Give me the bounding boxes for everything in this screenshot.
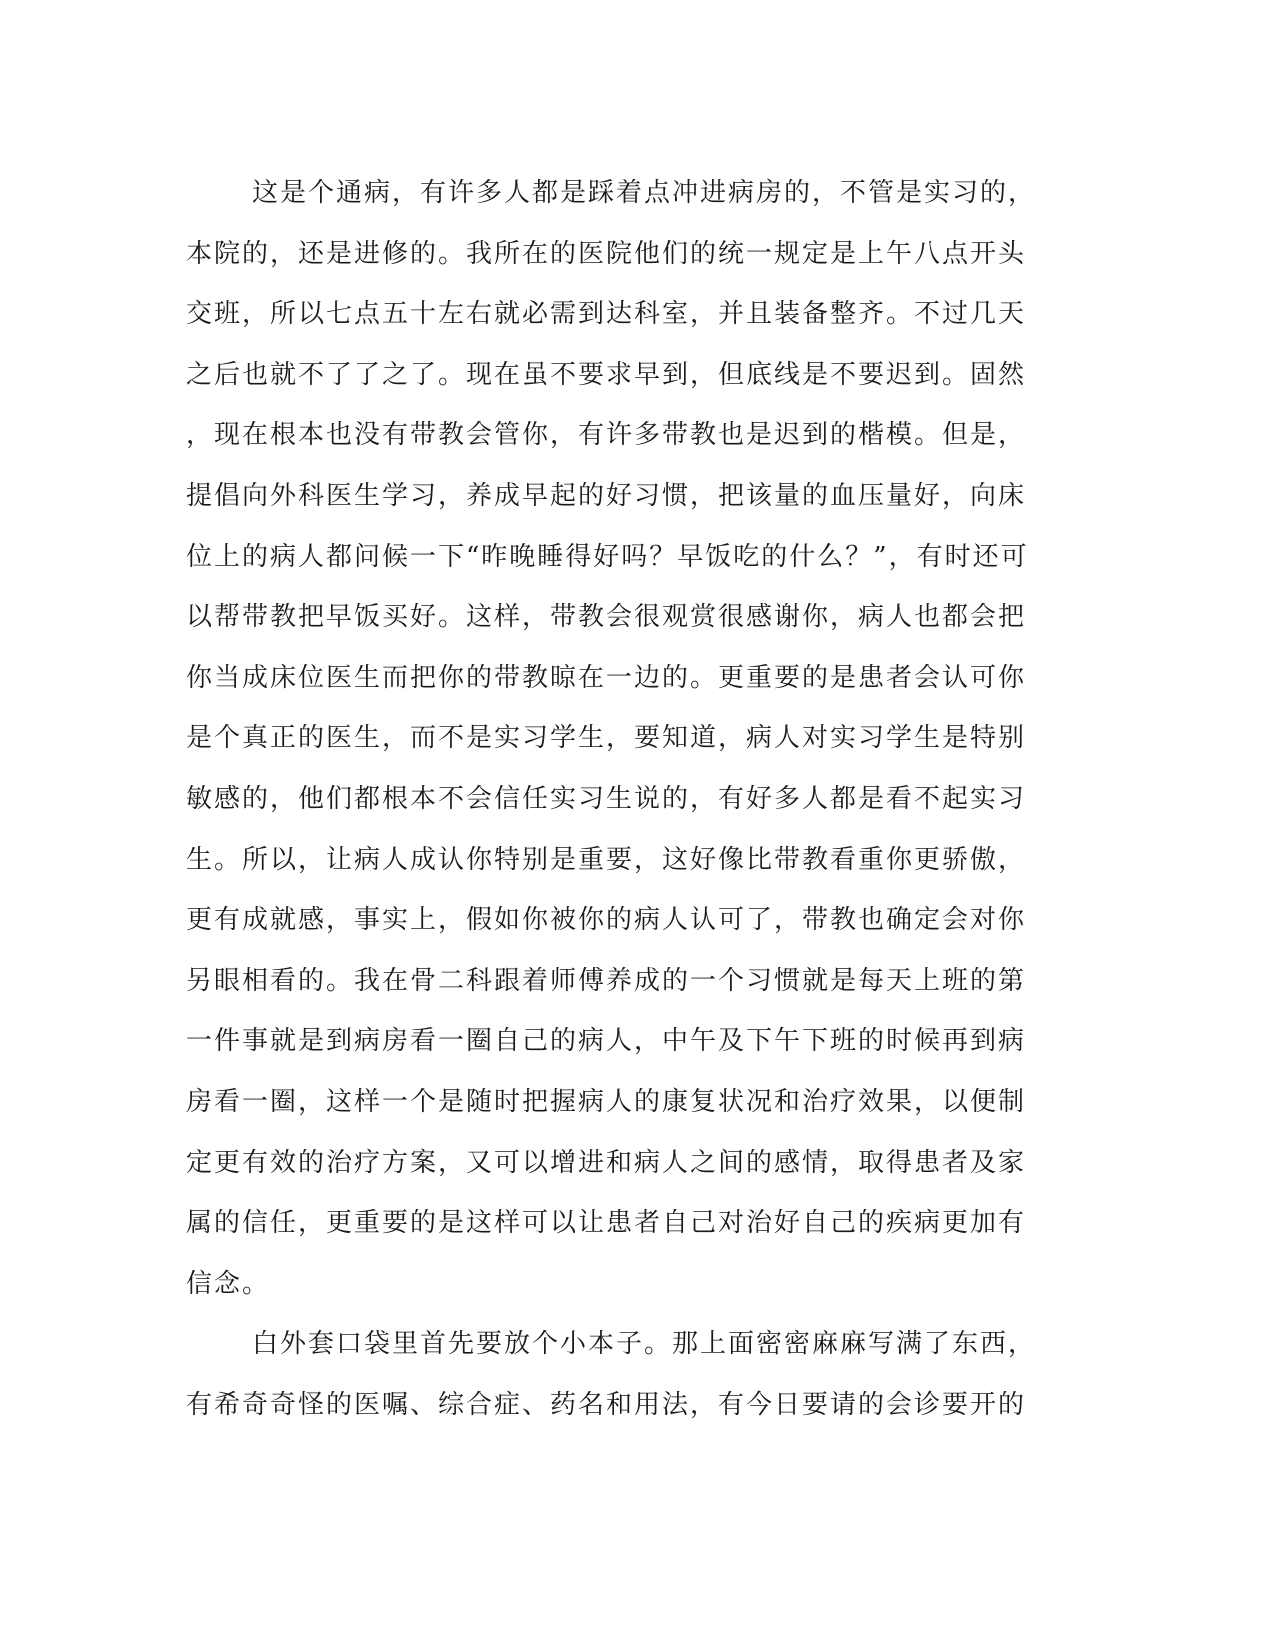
- text-line: 定更有效的治疗方案，又可以增进和病人之间的感情，取得患者及家: [186, 1147, 1027, 1178]
- text-line: 这是个通病，有许多人都是踩着点冲进病房的，不管是实习的，: [252, 178, 1037, 208]
- text-line: 房看一圈，这样一个是随时把握病人的康复状况和治疗效果，以便制: [186, 1086, 1027, 1117]
- text-line: 有希奇奇怪的医嘱、综合症、药名和用法，有今日要请的会诊要开的: [186, 1389, 1027, 1420]
- document-body: [186, 163, 1046, 1435]
- text-line: 你当成床位医生而把你的带教晾在一边的。更重要的是患者会认可你: [186, 662, 1027, 693]
- paragraph: [186, 1314, 1046, 1435]
- text-line: 另眼相看的。我在骨二科跟着师傅养成的一个习惯就是每天上班的第: [186, 965, 1027, 996]
- text-line: 本院的，还是进修的。我所在的医院他们的统一规定是上午八点开头: [186, 238, 1027, 269]
- text-line: 提倡向外科医生学习，养成早起的好习惯，把该量的血压量好，向床: [186, 480, 1027, 511]
- text-line: 之后也就不了了之了。现在虽不要求早到，但底线是不要迟到。固然: [186, 359, 1027, 390]
- text-line: 位上的病人都问候一下“昨晚睡得好吗？早饭吃的什么？”，有时还可: [186, 541, 1029, 572]
- text-line: 敏感的，他们都根本不会信任实习生说的，有好多人都是看不起实习: [186, 783, 1027, 814]
- paragraph: [186, 163, 1046, 1314]
- text-line: 生。所以，让病人成认你特别是重要，这好像比带教看重你更骄傲，: [186, 844, 1027, 875]
- text-line: 白外套口袋里首先要放个小本子。那上面密密麻麻写满了东西，: [252, 1329, 1037, 1360]
- text-line: 属的信任，更重要的是这样可以让患者自己对治好自己的疾病更加有: [186, 1208, 1027, 1239]
- text-line: 更有成就感，事实上，假如你被你的病人认可了，带教也确定会对你: [186, 905, 1027, 936]
- text-line: 信念。: [186, 1268, 271, 1299]
- text-line: 一件事就是到病房看一圈自己的病人，中午及下午下班的时候再到病: [186, 1026, 1027, 1057]
- text-line: ，现在根本也没有带教会管你，有许多带教也是迟到的楷模。但是，: [186, 420, 1027, 451]
- text-line: 是个真正的医生，而不是实习学生，要知道，病人对实习学生是特别: [186, 723, 1027, 754]
- text-line: 交班，所以七点五十左右就必需到达科室，并且装备整齐。不过几天: [186, 299, 1027, 330]
- text-line: 以帮带教把早饭买好。这样，带教会很观赏很感谢你，病人也都会把: [186, 602, 1027, 633]
